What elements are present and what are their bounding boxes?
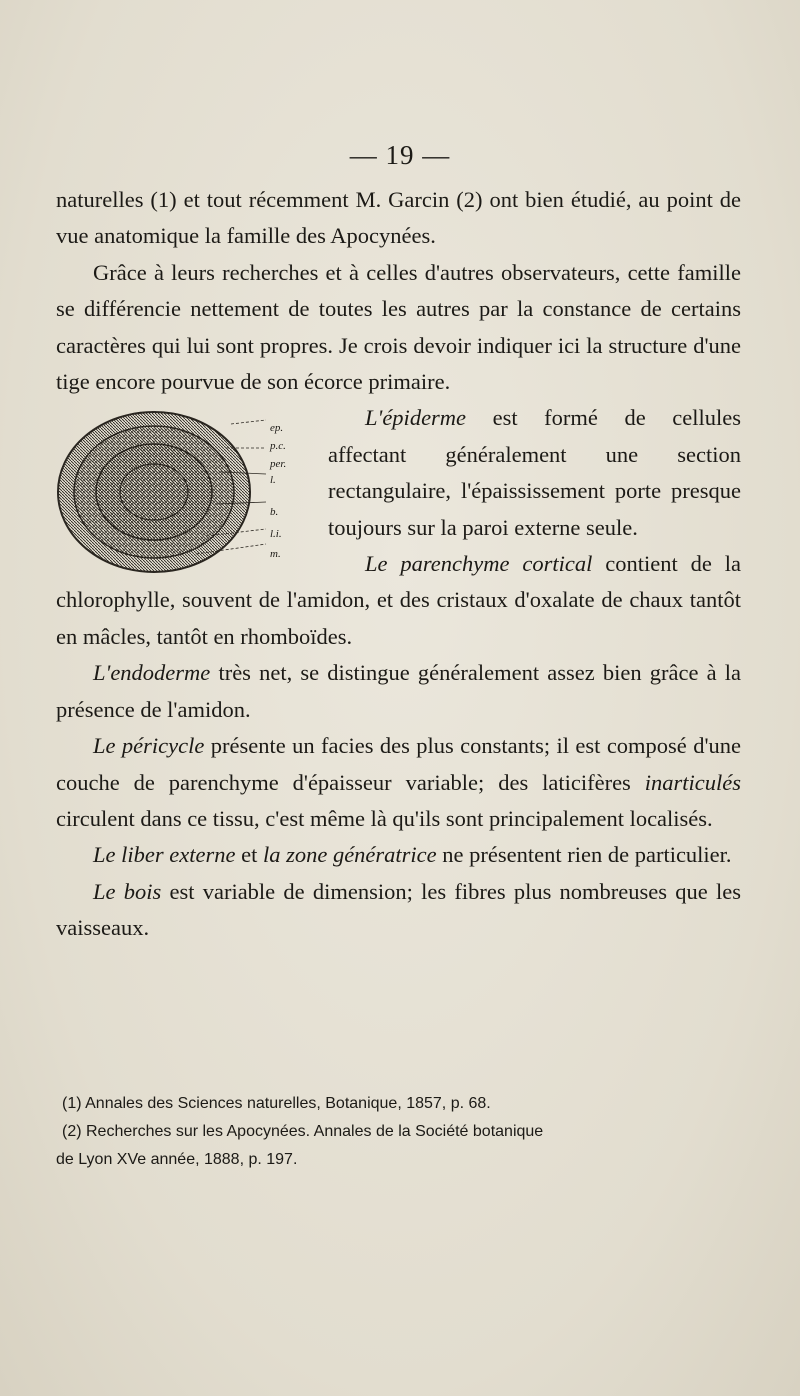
footnote-2-continued: de Lyon XVe année, 1888, p. 197. <box>56 1151 298 1168</box>
footnote-2: (2) Recherches sur les Apocynées. Annales de la Société botanique <box>62 1123 544 1140</box>
paragraph-epiderme: L'épiderme est formé de cellules affectant généralement une section rectangulaire, l'épaississement porte presque toujours sur la paroi externe seule. <box>328 405 741 540</box>
paragraph-liber: Le liber externe et la zone génératrice ne présentent rien de particulier. <box>93 842 732 868</box>
footnote-1: (1) Annales des Sciences naturelles, Botanique, 1857, p. 68. <box>62 1095 491 1112</box>
paragraph-2: Grâce à leurs recherches et à celles d'autres observateurs, cette famille se différencie nettement de toutes les autres par la constance de certains caractères qui lui sont propres. Je crois devoir indiquer ici la structure d'une tige encore pourvue de son écorce primaire. <box>56 259 741 395</box>
term-bois: Le bois <box>93 878 162 904</box>
term-epiderme: L'épiderme <box>365 405 467 431</box>
term-inarticules: inarticulés <box>644 769 741 795</box>
page-number: — 19 — <box>349 140 451 170</box>
term-zone: la zone génératrice <box>262 842 437 868</box>
figure-label-per: per. <box>270 458 287 471</box>
paragraph-1: naturelles (1) et tout récemment M. Garcin (2) ont bien étudié, au point de vue anatomique la famille des Apocynées. <box>56 187 741 249</box>
body-text <box>56 182 741 947</box>
figure-label-l: l. <box>270 474 276 487</box>
figure-label-b: b. <box>270 506 279 519</box>
paragraph-endoderme: L'endoderme très net, se distingue généralement assez bien grâce à la présence de l'amidon. <box>56 660 741 722</box>
term-pericycle: Le péricycle <box>93 733 205 759</box>
paragraph-parenchyme: Le parenchyme cortical contient de la chlorophylle, souvent de l'amidon, et des cristaux d'oxalate de chaux tantôt en mâcles, tantôt en rhomboïdes. <box>56 551 741 649</box>
paragraph-bois: Le bois est variable de dimension; les fibres plus nombreuses que les vaisseaux. <box>56 878 741 941</box>
paragraph-pericycle: Le péricycle présente un facies des plus constants; il est composé d'une couche de parenchyme d'épaisseur variable; des laticifères inarticulés circulent dans ce tissu, c'est même là qu'ils sont principalement localisés. <box>56 733 741 831</box>
term-parenchyme: Le parenchyme cortical <box>365 551 593 577</box>
stem-cross-section-figure <box>56 404 312 576</box>
term-liber: Le liber externe <box>93 842 236 868</box>
footnotes <box>56 1090 756 1174</box>
figure-label-pc: p.c. <box>270 440 286 453</box>
figure-label-ep: ep. <box>270 422 284 435</box>
term-endoderme: L'endoderme <box>93 660 211 686</box>
figure-label-li: l.i. <box>270 528 282 541</box>
figure-label-m: m. <box>270 548 281 561</box>
